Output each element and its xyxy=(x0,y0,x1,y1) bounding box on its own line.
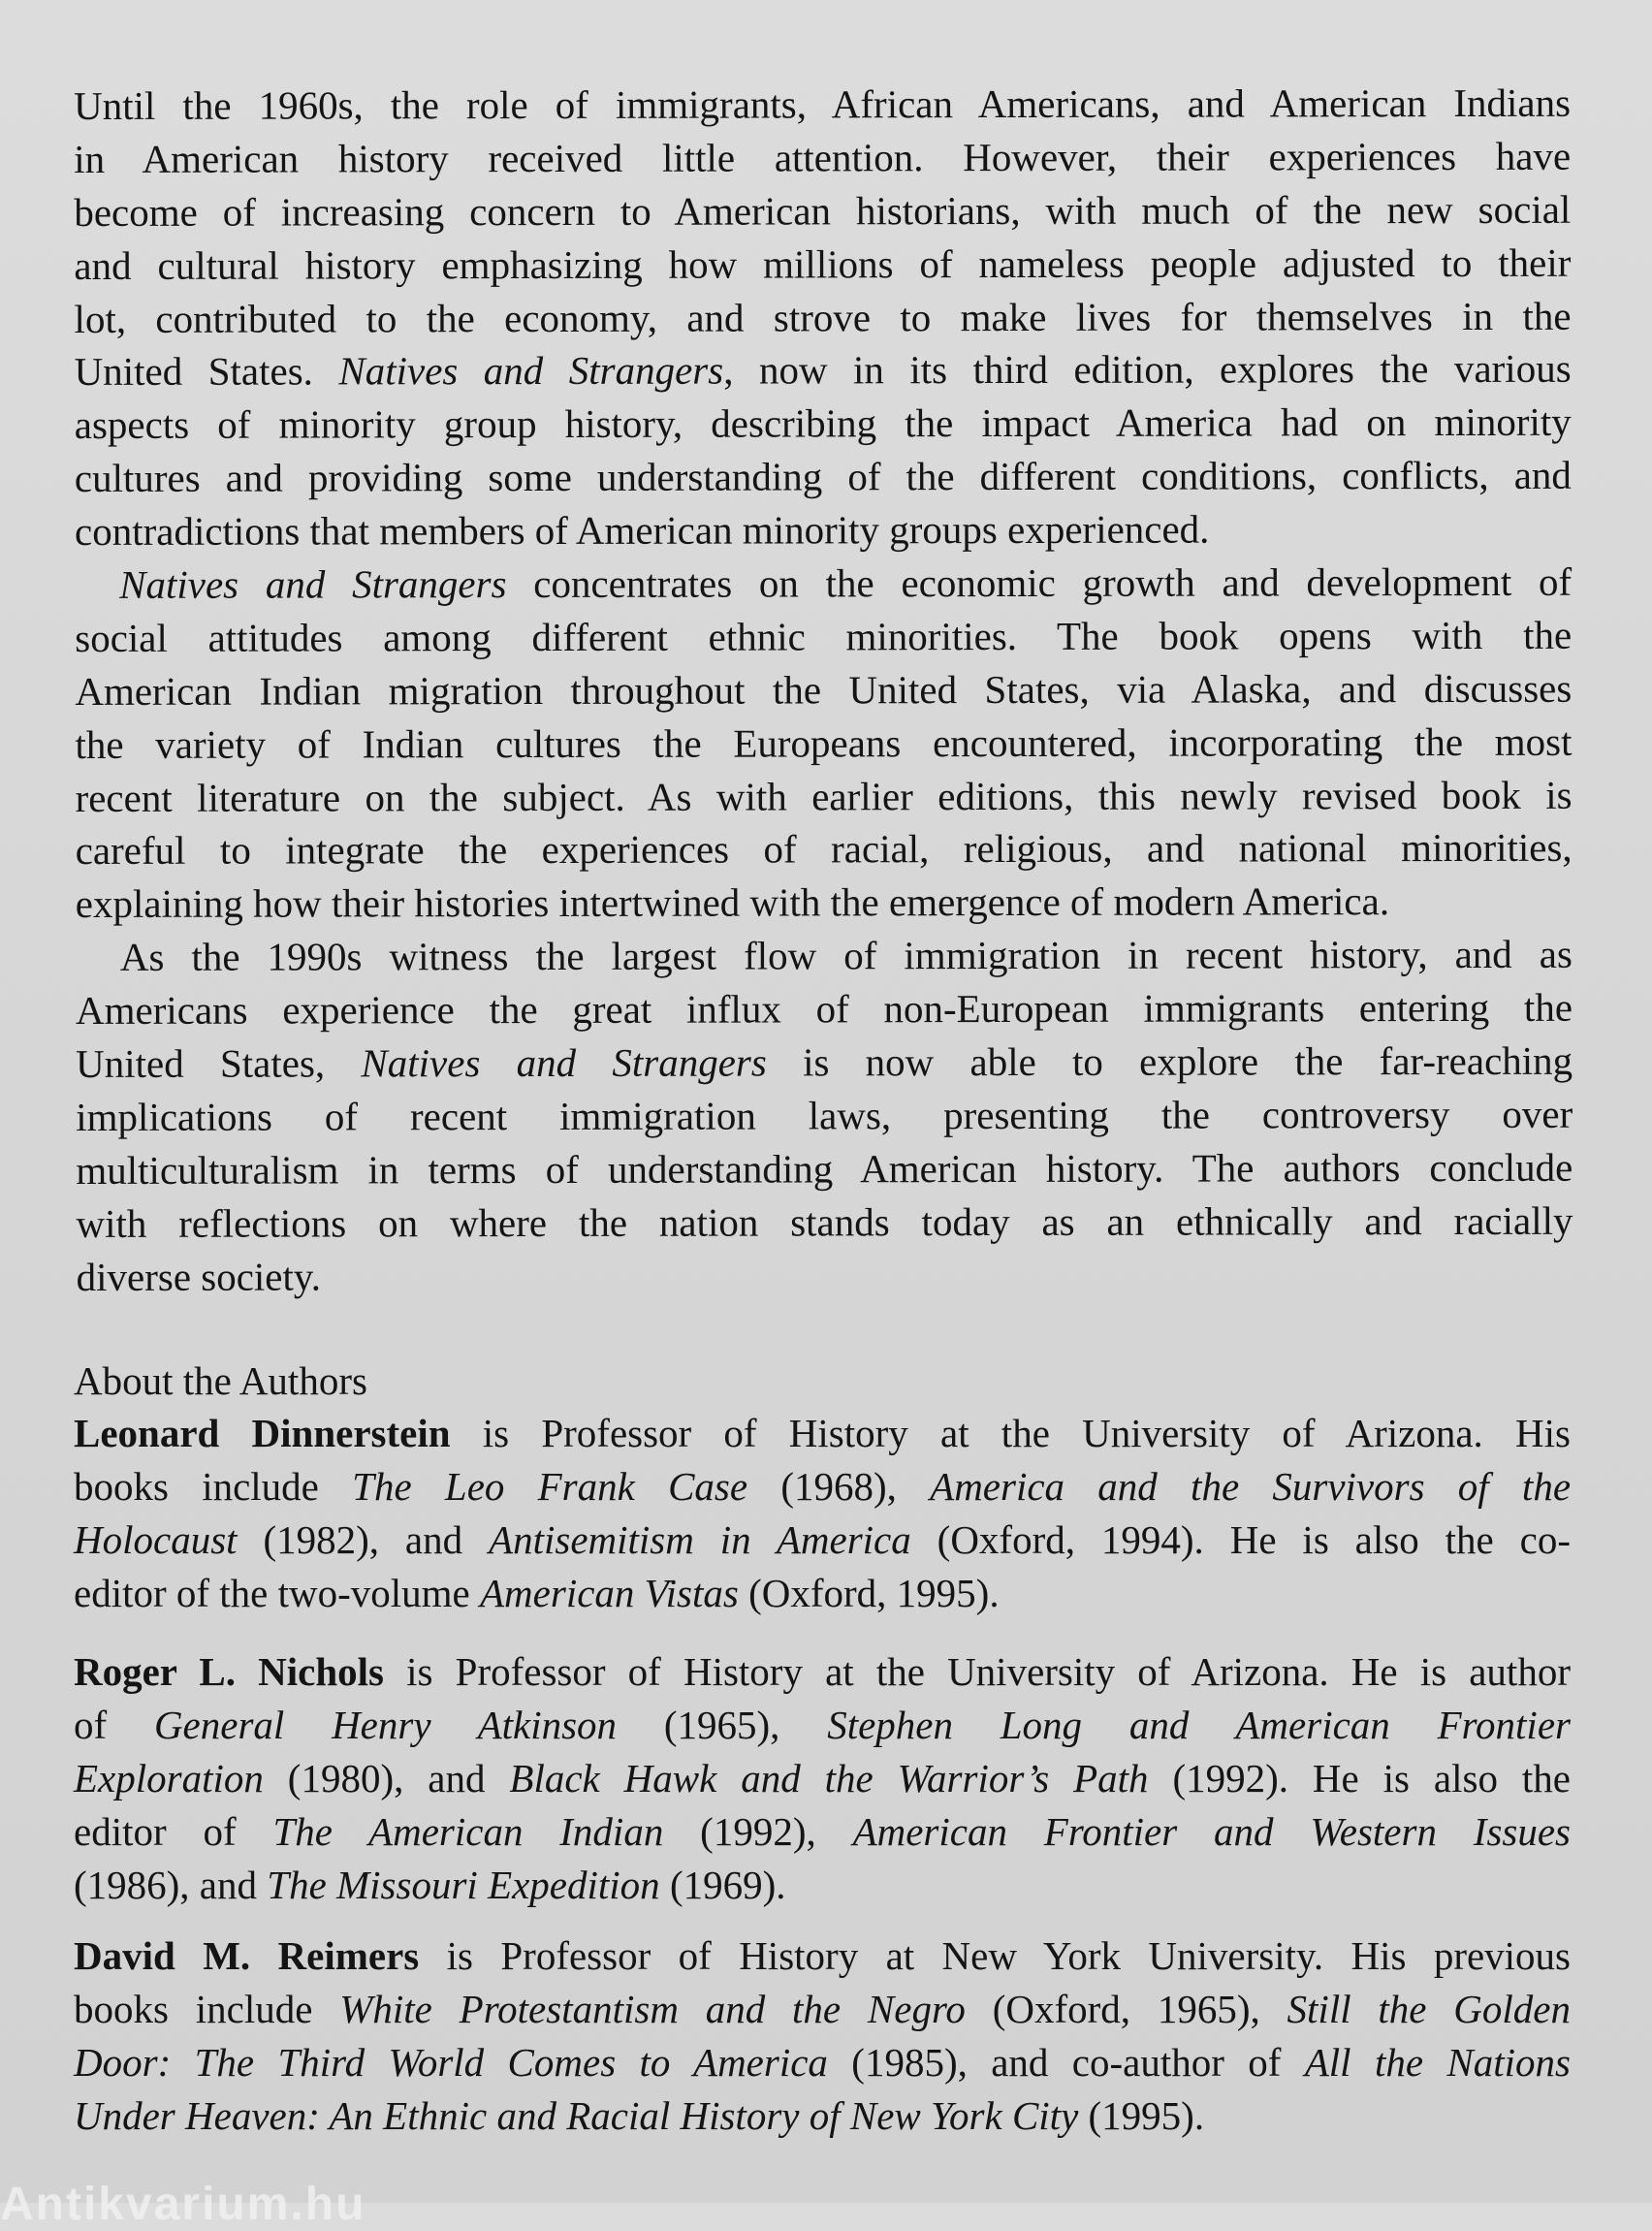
text-line xyxy=(75,502,1572,558)
text-line xyxy=(74,183,1571,239)
italic-title: Natives and Strangers xyxy=(361,1039,767,1086)
text-line xyxy=(74,1645,1571,1699)
text-run: (1992). He is also the xyxy=(1148,1755,1571,1801)
author-name: Leonard Dinnerstein xyxy=(74,1411,451,1455)
text-line xyxy=(74,236,1571,292)
text-run: is now able to explore the far-reaching xyxy=(766,1037,1573,1085)
text-run: social attitudes among different ethnic minorities. The book opens with the xyxy=(75,612,1573,660)
italic-title: Natives and Strangers xyxy=(119,561,507,607)
text-line xyxy=(74,1752,1571,1805)
text-run: (1982), and xyxy=(237,1516,490,1562)
text-run: explaining how their histories intertwined with the emergence of modern America. xyxy=(75,878,1390,927)
text-run: lot, contributed to the economy, and strove to make lives for themselves in the xyxy=(74,293,1572,341)
italic-title: Door: The Third World Comes to America xyxy=(74,2039,828,2085)
text-run: Americans experience the great influx of non-European immigrants entering the xyxy=(75,984,1573,1034)
text-run: concentrates on the economic growth and development of xyxy=(506,558,1573,607)
text-line xyxy=(74,77,1571,133)
italic-title: General Henry Atkinson xyxy=(153,1702,618,1747)
text-run: cultures and providing some understanding of the different conditions, conflicts, and xyxy=(74,452,1572,501)
text-run: books include xyxy=(74,1463,353,1509)
text-line xyxy=(74,1983,1571,2036)
italic-title: White Protestantism and the Negro xyxy=(339,1986,966,2031)
text-run: United States. xyxy=(74,348,339,395)
text-run: contradictions that members of American minority groups experienced. xyxy=(74,506,1210,555)
text-line xyxy=(76,821,1573,877)
text-line xyxy=(75,609,1572,665)
text-run: is Professor of History at the University of Arizona. He is author xyxy=(384,1649,1571,1694)
text-line xyxy=(75,662,1572,718)
text-line xyxy=(76,1141,1573,1197)
text-run: diverse society. xyxy=(76,1254,322,1299)
text-run: (1995). xyxy=(1078,2092,1205,2138)
italic-title: Antisemitism in America xyxy=(489,1516,911,1562)
text-run: aspects of minority group history, describing the impact America had on minority xyxy=(74,399,1572,448)
text-run: (1986), and xyxy=(74,1862,268,1907)
text-line xyxy=(76,875,1573,931)
text-run: (1965), xyxy=(617,1702,828,1747)
italic-title: Exploration xyxy=(74,1755,264,1801)
italic-title: Natives and Strangers xyxy=(338,348,724,394)
text-line xyxy=(74,1805,1571,1859)
text-run: editor of the two-volume xyxy=(74,1570,481,1615)
text-line xyxy=(75,449,1572,505)
italic-title: American Vistas xyxy=(480,1570,739,1615)
italic-title: Still the Golden xyxy=(1287,1986,1571,2031)
text-line xyxy=(74,1407,1571,1460)
text-line xyxy=(74,1699,1571,1752)
text-line xyxy=(76,1035,1573,1091)
text-run: , now in its third edition, explores the various xyxy=(723,346,1572,394)
italic-title: America and the Survivors of the xyxy=(930,1463,1572,1509)
text-line xyxy=(76,928,1573,984)
text-line xyxy=(74,130,1571,186)
text-line xyxy=(74,1929,1571,1983)
text-line xyxy=(74,1514,1571,1567)
text-run: careful to integrate the experiences of racial, religious, and national minorities, xyxy=(75,825,1573,874)
italic-title: Holocaust xyxy=(74,1516,238,1562)
text-run: (Oxford, 1994). He is also the co- xyxy=(910,1516,1571,1562)
text-run: implications of recent immigration laws, presenting the controversy over xyxy=(76,1091,1573,1139)
text-run: is Professor of History at the University of Arizona. His xyxy=(450,1411,1571,1455)
text-run: Until the 1960s, the role of immigrants, African Americans, and American Indians xyxy=(74,80,1572,128)
text-run: with reflections on where the nation stands today as an ethnically and racially xyxy=(76,1197,1573,1246)
text-run: (1968), xyxy=(747,1463,931,1509)
author-name: David M. Reimers xyxy=(74,1933,420,1978)
text-run: (1985), and co-author of xyxy=(827,2039,1305,2085)
text-line xyxy=(74,289,1571,345)
text-line xyxy=(75,396,1572,452)
italic-title: The Leo Frank Case xyxy=(352,1463,748,1509)
italic-title: Under Heaven: An Ethnic and Racial History of New York City xyxy=(74,2092,1079,2138)
text-run: (1969). xyxy=(659,1862,786,1907)
watermark: Antikvarium.hu xyxy=(0,2179,366,2230)
text-line xyxy=(76,1194,1573,1250)
text-line xyxy=(75,342,1572,398)
text-run: and cultural history emphasizing how millions of nameless people adjusted to their xyxy=(74,239,1572,288)
italic-title: Stephen Long and American Frontier xyxy=(827,1702,1571,1747)
italic-title: All the Nations xyxy=(1304,2039,1571,2085)
text-line xyxy=(75,768,1572,824)
text-run: is Professor of History at New York University. His previous xyxy=(419,1933,1572,1978)
text-run: become of increasing concern to American historians, with much of the new social xyxy=(74,186,1572,235)
author-bio-reimers xyxy=(74,1929,1571,2143)
text-run: (1980), and xyxy=(263,1755,510,1801)
italic-title: The Missouri Expedition xyxy=(267,1862,660,1907)
text-run: (1992), xyxy=(663,1808,853,1854)
text-run: of xyxy=(74,1702,154,1747)
text-line xyxy=(76,981,1573,1037)
italic-title: The American Indian xyxy=(272,1808,664,1854)
text-run: United States, xyxy=(76,1040,362,1087)
text-line xyxy=(76,1088,1573,1144)
description-text xyxy=(74,77,1573,1304)
text-run: As the 1990s witness the largest flow of immigration in recent history, and as xyxy=(119,932,1573,980)
italic-title: American Frontier and Western Issues xyxy=(852,1808,1572,1854)
italic-title: Black Hawk and the Warrior’s Path xyxy=(509,1755,1149,1801)
text-run: books include xyxy=(74,1986,340,2031)
text-run: (Oxford, 1995). xyxy=(738,1570,1000,1615)
text-run: editor of xyxy=(74,1808,273,1854)
text-line xyxy=(75,556,1572,612)
text-run: recent literature on the subject. As with earlier editions, this newly revised book is xyxy=(75,772,1573,820)
about-heading xyxy=(74,1355,1571,1408)
text-run: in American history received little attention. However, their experiences have xyxy=(74,133,1572,181)
author-bio-nichols xyxy=(74,1645,1571,1911)
author-bio-dinnerstein xyxy=(74,1407,1571,1620)
text-line xyxy=(74,2089,1571,2143)
author-name: Roger L. Nichols xyxy=(74,1649,384,1694)
text-line xyxy=(74,1859,1571,1912)
text-line xyxy=(74,1567,1571,1620)
text-run: the variety of Indian cultures the Europeans encountered, incorporating the most xyxy=(75,718,1573,767)
text-line xyxy=(74,2036,1571,2089)
text-line xyxy=(75,715,1572,771)
text-line xyxy=(74,1460,1571,1514)
text-run: multiculturalism in terms of understanding American history. The authors conclude xyxy=(76,1144,1573,1193)
about-heading-text: About the Authors xyxy=(74,1358,367,1403)
text-run: American Indian migration throughout the United States, via Alaska, and discusses xyxy=(75,665,1573,714)
text-run: (Oxford, 1965), xyxy=(965,1986,1287,2031)
text-line xyxy=(77,1247,1573,1303)
